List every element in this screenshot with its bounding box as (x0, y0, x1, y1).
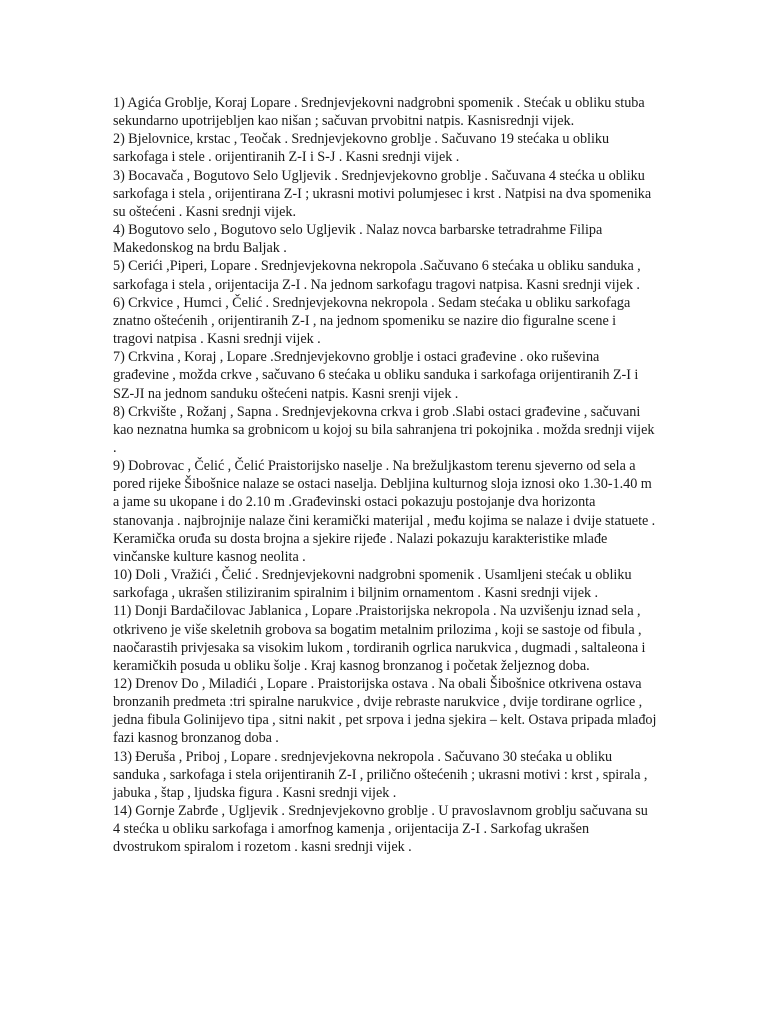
entry-8: 8) Crkvište , Rožanj , Sapna . Srednjevjekovna crkva i grob .Slabi ostaci građevine , sačuvani kao neznatna humka sa grobnicom u kojoj su bila sahranjena tri pokojnika . možda srednji vijek . (113, 403, 655, 456)
entry-14: 14) Gornje Zabrđe , Ugljevik . Srednjevjekovno groblje . U pravoslavnom groblju sačuvana su 4 stećka u obliku sarkofaga i amorfnog kamenja , orijentacija Z-I . Sarkofag ukrašen dvostrukom spiralom i rozetom . kasni srednji vijek . (113, 803, 648, 856)
entry-9: 9) Dobrovac , Čelić , Čelić Praistorijsko naselje . Na brežuljkastom terenu sjeverno od sela a pored rijeke Šibošnice nalaze se ostaci naselja. Debljina kulturnog sloja iznosi oko 1.30-1.40 m a jame su ukopane i do 2.10 m .Građevinski ostaci pokazuju postojanje dva horizonta stanovanja . najbrojnije nalaze čini keramički materijal , među kojima se nalaze i dvije statuete . Keramička oruđa su dosta brojna a sjekire rijeđe . Nalazi pokazuju karakteristike mlađe vinčanske kulture kasnog neolita . (113, 458, 656, 565)
entry-4: 4) Bogutovo selo , Bogutovo selo Ugljevik . Nalaz novca barbarske tetradrahme Filipa Makedonskog na brdu Baljak . (113, 222, 603, 257)
entry-7: 7) Crkvina , Koraj , Lopare .Srednjevjekovno groblje i ostaci građevine . oko ruševina građevine , možda crkve , sačuvano 6 stećaka u obliku sanduka i sarkofaga orijentiranih Z-I i SZ-JI na jednom sanduku oštećeni natpis. Kasni srenji vijek . (113, 349, 639, 402)
entry-11: 11) Donji Bardačilovac Jablanica , Lopare .Praistorijska nekropola . Na uzvišenju iznad sela , otkriveno je više skeletnih grobova sa bogatim metalnim prilozima , koji se sastoje od fibula , naočarastih privjesaka sa visokim lukom , tordiranih ogrlica narukvica , dugmadi , saltaleona i keramičkih posuda u obliku šolje . Kraj kasnog bronzanog i početak željeznog doba. (113, 603, 646, 674)
entry-3: 3) Bocavača , Bogutovo Selo Ugljevik . Srednjevjekovno groblje . Sačuvana 4 stećka u obliku sarkofaga i stela , orijentirana Z-I ; ukrasni motivi polumjesec i krst . Natpisi na dva spomenika su oštećeni . Kasni srednji vijek. (113, 167, 652, 220)
entry-1: 1) Agića Groblje, Koraj Lopare . Srednjevjekovni nadgrobni spomenik . Stećak u obliku stuba sekundarno upotrijebljen kao nišan ; sačuvan prvobitni natpis. Kasnisrednji vijek. (113, 95, 645, 130)
entry-5: 5) Cerići ,Piperi, Lopare . Srednjevjekovna nekropola .Sačuvano 6 stećaka u obliku sanduka , sarkofaga i stela , orijentacija Z-I . Na jednom sarkofagu tragovi natpisa. Kasni srednji vijek . (113, 258, 641, 293)
entry-10: 10) Doli , Vražići , Čelić . Srednjevjekovni nadgrobni spomenik . Usamljeni stećak u obliku sarkofaga , ukrašen stiliziranim spiralnim i biljnim ornamentom . Kasni srednji vijek . (113, 567, 632, 602)
entry-6: 6) Crkvice , Humci , Čelić . Srednjevjekovna nekropola . Sedam stećaka u obliku sarkofaga znatno oštećenih , orijentiranih Z-I , na jednom spomeniku se nazire dio figuralne scene i tragovi natpisa . Kasni srednji vijek . (113, 294, 631, 348)
entry-12: 12) Drenov Do , Miladići , Lopare . Praistorijska ostava . Na obali Šibošnice otkrivena ostava bronzanih predmeta :tri spiralne narukvice , dvije rebraste narukvice , dvije tordirane ogrlice , jedna fibula Golinijevo tipa , sitni nakit , pet srpova i jedna sjekira – kelt. Ostava pripada mlađoj fazi kasnog bronzanog doba . (113, 676, 657, 747)
document-text (113, 94, 657, 857)
entry-13: 13) Đeruša , Priboj , Lopare . srednjevjekovna nekropola . Sačuvano 30 stećaka u obliku sanduka , sarkofaga i stela orijentiranih Z-I , prilično oštećenih ; ukrasni motivi : krst , spirala , jabuka , štap , ljudska figura . Kasni srednji vijek . (113, 748, 648, 801)
entry-2: 2) Bjelovnice, krstac , Teočak . Srednjevjekovno groblje . Sačuvano 19 stećaka u obliku sarkofaga i stele . orijentiranih Z-I i S-J . Kasni srednji vijek . (113, 131, 610, 166)
